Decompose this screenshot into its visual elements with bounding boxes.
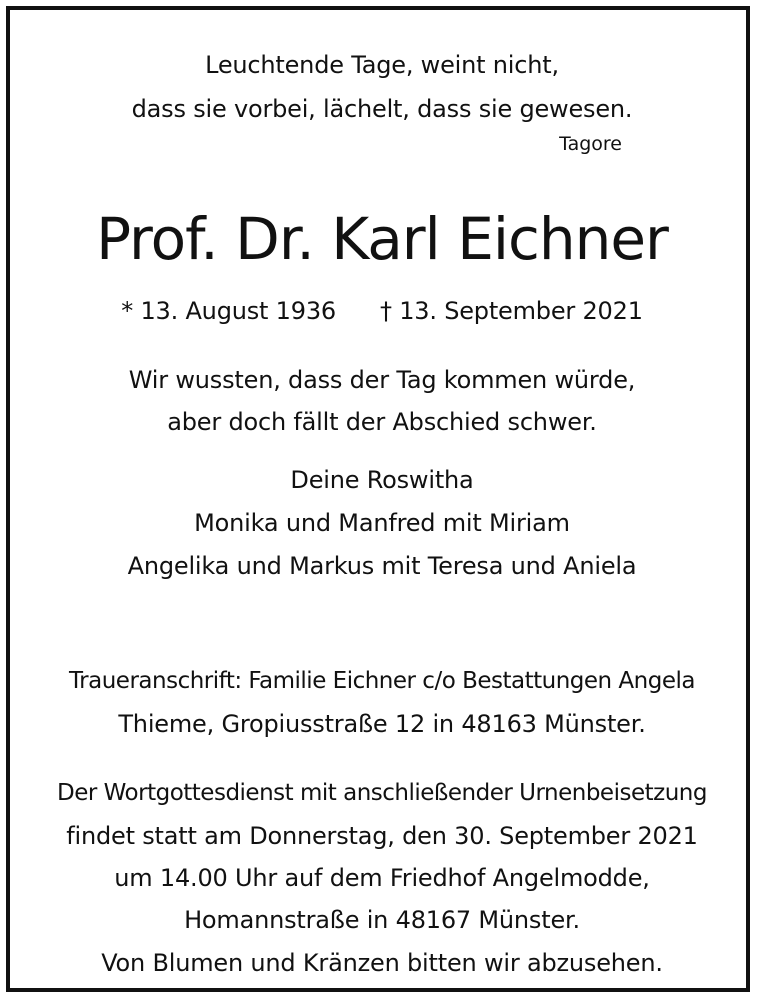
birth-date: * 13. August 1936 [121,297,336,325]
mourner-line: Angelika und Markus mit Teresa und Aniela [127,552,637,580]
service-line-4: Homannstraße in 48167 Münster. [184,906,580,934]
service-line-2: findet statt am Donnerstag, den 30. September 2021 [66,822,698,850]
quote-line-2: dass sie vorbei, lächelt, dass sie gewesen. [131,95,633,123]
mourner-line: Monika und Manfred mit Miriam [194,509,570,537]
death-date: † 13. September 2021 [379,297,643,325]
message-line-2: aber doch fällt der Abschied schwer. [167,408,597,436]
service-line-3: um 14.00 Uhr auf dem Friedhof Angelmodde, [114,864,650,892]
mourner-line: Deine Roswitha [290,466,474,494]
service-line-1: Der Wortgottesdienst mit anschließender Urnenbeisetzung [57,780,707,806]
quote-author: Tagore [559,133,622,155]
address-line-1: Traueranschrift: Familie Eichner c/o Bestattungen Angela [69,668,695,694]
closing-note: Von Blumen und Kränzen bitten wir abzusehen. [101,949,663,977]
deceased-name: Prof. Dr. Karl Eichner [96,205,668,273]
life-dates [10,296,754,326]
quote-line-1: Leuchtende Tage, weint nicht, [205,51,559,79]
message-line-1: Wir wussten, dass der Tag kommen würde, [128,366,636,394]
address-line-2: Thieme, Gropiusstraße 12 in 48163 Münster. [118,710,646,738]
obituary-frame [6,6,750,992]
